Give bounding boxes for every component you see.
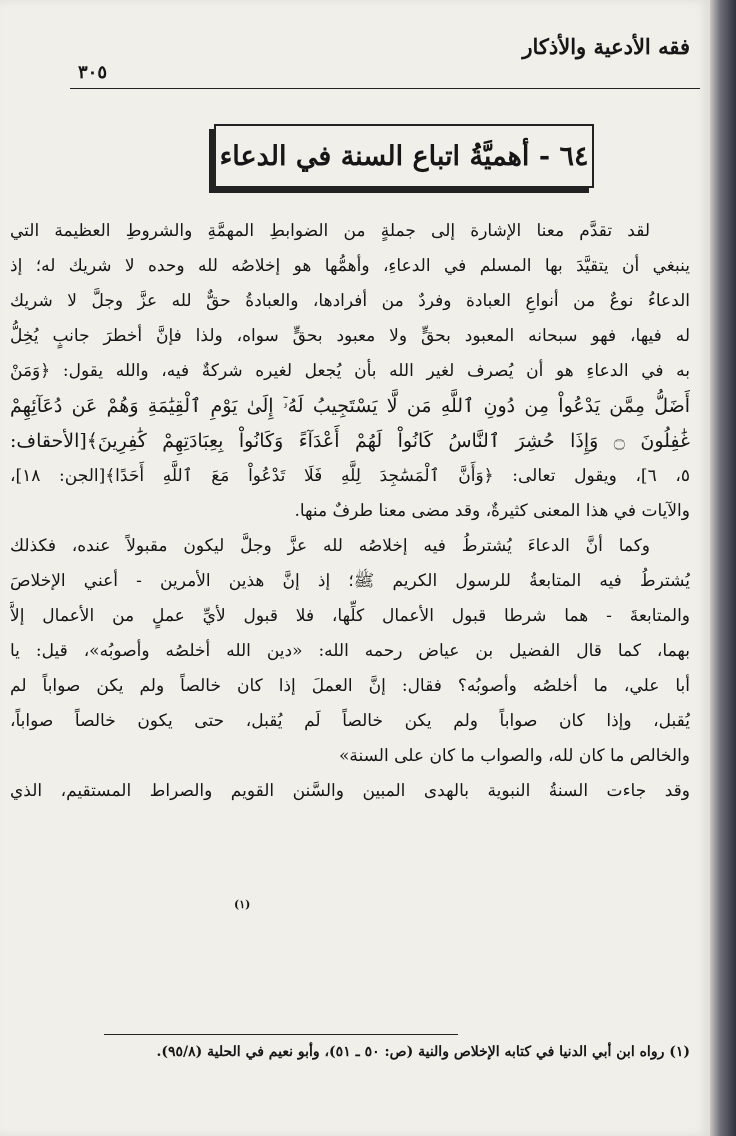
text-line: لقد تقدَّم معنا الإشارة إلى جملةٍ من الضوابطِ المهمَّةِ والشروطِ العظيمة التي	[10, 221, 650, 241]
page-number: ٣٠٥	[78, 62, 108, 83]
footnote-marker: (١)	[234, 898, 251, 911]
footnote-rule	[104, 1034, 458, 1035]
text-line: به في الدعاءِ هو أن يُصرف لغير الله بأن يُجعل لغيره شركةٌ فيه، والله يقول: ﴿وَمَنْ	[10, 361, 690, 381]
text-line: ٥، ٦]، ويقول تعالى: ﴿وَأَنَّ ٱلْمَسَٰجِدَ لِلَّهِ فَلَا تَدْعُواْ مَعَ ٱللَّهِ أَحَدًا﴾[الجن: ١٨]،	[10, 466, 690, 486]
header-rule	[70, 88, 700, 89]
text-line: والخالص ما كان لله، والصواب ما كان على السنة»	[338, 746, 690, 766]
chapter-title: ٦٤ - أهميَّةُ اتباع السنة في الدعاء	[219, 140, 589, 172]
text-line: بهما، كما قال الفضيل بن عياض رحمه الله: «دين الله أخلصُه وأصوبُه»، قيل: يا	[10, 641, 690, 661]
quran-verse-line: أَضَلُّ مِمَّن يَدْعُواْ مِن دُونِ ٱللَّهِ مَن لَّا يَسْتَجِيبُ لَهُۥٓ إِلَىٰ يَوْمِ ٱلْقِيَٰمَةِ وَهُمْ عَن دُعَآئِهِمْ	[10, 395, 690, 417]
text-line: يُقبل، وإذا كان صواباً ولم يكن خالصاً لَم يُقبل، حتى يكون خالصاً صواباً،	[10, 711, 690, 731]
chapter-title-box	[214, 124, 594, 188]
text-line: وقد جاءت السنةُ النبوية بالهدى المبين والسَّنن القويم والصراط المستقيم، الذي	[10, 781, 690, 801]
text-line: يُشترطُ فيه المتابعةُ للرسول الكريم ﷺ؛ إذ إنَّ هذين الأمرين - أعني الإخلاصَ	[10, 571, 690, 591]
running-head: فقه الأدعية والأذكار	[522, 34, 690, 59]
body-text	[10, 214, 690, 809]
footnote: (١) رواه ابن أبي الدنيا في كتابه الإخلاص والنية (ص: ٥٠ ـ ٥١)، وأبو نعيم في الحلية (٩٥/٨).	[156, 1044, 690, 1060]
text-line: ينبغي أن يتقيَّدَ بها المسلم في الدعاءِ، وأهمُّها هو إخلاصُه لله وحده لا شريك له؛ إذ	[10, 256, 690, 276]
text-line: أبا علي، ما أخلصُه وأصوبُه؟ فقال: إنَّ العملَ إذا كان خالصاً ولم يكن صواباً لم	[10, 676, 690, 696]
text-line: الدعاءُ نوعٌ من أنواعِ العبادة وفردٌ من أفرادها، والعبادةُ حقٌّ لله عزَّ وجلَّ لا شريك	[10, 291, 690, 311]
text-line: والآيات في هذا المعنى كثيرةٌ، وقد مضى معنا طرفٌ منها.	[294, 501, 690, 521]
text-line: له فيها، فهو سبحانه المعبود بحقٍّ ولا معبود بحقٍّ سواه، ولذا فإنَّ أخطرَ جانبٍ يُخِلُّ	[10, 326, 690, 346]
quran-verse-line: غَٰفِلُونَ ۝ وَإِذَا حُشِرَ ٱلنَّاسُ كَانُواْ لَهُمْ أَعْدَآءً وَكَانُواْ بِعِبَادَتِهِمْ كَٰفِرِينَ﴾[الأحقاف:	[10, 430, 690, 452]
text-line: وكما أنَّ الدعاءَ يُشترطُ فيه إخلاصُه لله عزَّ وجلَّ ليكون مقبولاً عنده، فكذلك	[10, 536, 650, 556]
text-line: والمتابعةَ - هما شرطا قبول الأعمال كلِّها، فلا قبول لأيِّ عملٍ من الأعمال إلاَّ	[10, 606, 690, 626]
page-edge-shadow	[710, 0, 736, 1136]
